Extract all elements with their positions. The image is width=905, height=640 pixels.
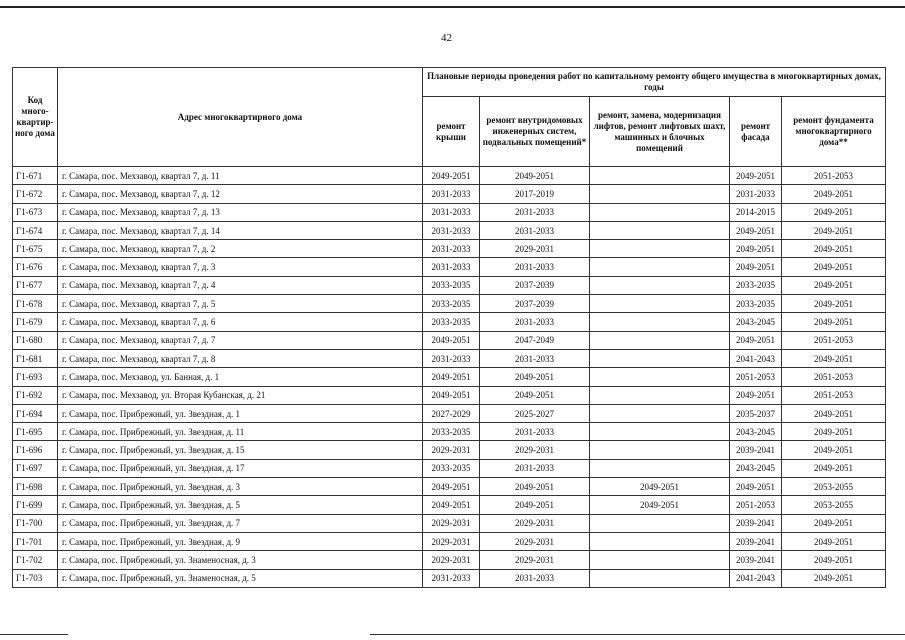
cell-facade: 2049-2051 [730, 167, 782, 185]
cell-facade: 2031-2033 [730, 185, 782, 203]
cell-facade: 2039-2041 [730, 532, 782, 550]
cell-address: г. Самара, пос. Прибрежный, ул. Звездная, д. 1 [58, 404, 423, 422]
table-row [13, 459, 886, 477]
header-address: Адрес многоквартирного дома [58, 68, 423, 167]
cell-code: Г1-697 [13, 459, 58, 477]
cell-roof: 2033-2035 [423, 295, 480, 313]
cell-code: Г1-673 [13, 203, 58, 221]
cell-systems: 2049-2051 [480, 386, 590, 404]
cell-foundation: 2049-2051 [782, 404, 886, 422]
cell-foundation: 2049-2051 [782, 441, 886, 459]
cell-elevators [590, 313, 730, 331]
cell-code: Г1-680 [13, 331, 58, 349]
cell-foundation: 2051-2053 [782, 167, 886, 185]
cell-roof: 2031-2033 [423, 258, 480, 276]
cell-foundation: 2049-2051 [782, 532, 886, 550]
cell-address: г. Самара, пос. Прибрежный, ул. Звездная, д. 5 [58, 496, 423, 514]
cell-elevators [590, 569, 730, 587]
cell-roof: 2049-2051 [423, 496, 480, 514]
cell-foundation: 2049-2051 [782, 221, 886, 239]
cell-roof: 2027-2029 [423, 404, 480, 422]
cell-systems: 2031-2033 [480, 258, 590, 276]
cell-address: г. Самара, пос. Мехзавод, ул. Вторая Кубанская, д. 21 [58, 386, 423, 404]
cell-elevators [590, 349, 730, 367]
cell-elevators [590, 368, 730, 386]
table-row [13, 349, 886, 367]
repair-schedule-table [12, 67, 886, 588]
cell-facade: 2043-2045 [730, 459, 782, 477]
cell-elevators [590, 386, 730, 404]
cell-systems: 2029-2031 [480, 551, 590, 569]
header-code: Код много-квартир-ного дома [13, 68, 58, 167]
cell-facade: 2035-2037 [730, 404, 782, 422]
cell-roof: 2029-2031 [423, 441, 480, 459]
cell-code: Г1-692 [13, 386, 58, 404]
cell-foundation: 2051-2053 [782, 386, 886, 404]
table-row [13, 386, 886, 404]
cell-code: Г1-699 [13, 496, 58, 514]
cell-roof: 2031-2033 [423, 185, 480, 203]
footer-rule-left [0, 634, 68, 635]
cell-systems: 2017-2019 [480, 185, 590, 203]
header-facade: ремонт фасада [730, 97, 782, 167]
cell-facade: 2039-2041 [730, 551, 782, 569]
table-row [13, 185, 886, 203]
cell-elevators [590, 167, 730, 185]
cell-foundation: 2049-2051 [782, 349, 886, 367]
table-row [13, 569, 886, 587]
cell-systems: 2031-2033 [480, 423, 590, 441]
cell-code: Г1-676 [13, 258, 58, 276]
cell-address: г. Самара, пос. Мехзавод, квартал 7, д. 2 [58, 240, 423, 258]
cell-systems: 2037-2039 [480, 295, 590, 313]
cell-systems: 2029-2031 [480, 532, 590, 550]
header-roof: ремонт крыши [423, 97, 480, 167]
cell-roof: 2031-2033 [423, 240, 480, 258]
cell-code: Г1-702 [13, 551, 58, 569]
cell-address: г. Самара, пос. Прибрежный, ул. Знаменосная, д. 5 [58, 569, 423, 587]
cell-foundation: 2049-2051 [782, 423, 886, 441]
cell-facade: 2049-2051 [730, 240, 782, 258]
cell-code: Г1-701 [13, 532, 58, 550]
cell-code: Г1-672 [13, 185, 58, 203]
cell-systems: 2029-2031 [480, 514, 590, 532]
footer-rule-right [370, 634, 905, 635]
table-row [13, 276, 886, 294]
cell-foundation: 2049-2051 [782, 258, 886, 276]
top-rule [0, 6, 905, 8]
table-row [13, 295, 886, 313]
cell-systems: 2031-2033 [480, 221, 590, 239]
cell-facade: 2049-2051 [730, 386, 782, 404]
cell-roof: 2029-2031 [423, 514, 480, 532]
header-foundation: ремонт фундамента многоквартирного дома** [782, 97, 886, 167]
cell-elevators: 2049-2051 [590, 496, 730, 514]
cell-roof: 2049-2051 [423, 167, 480, 185]
table-row [13, 258, 886, 276]
cell-code: Г1-677 [13, 276, 58, 294]
cell-address: г. Самара, пос. Мехзавод, квартал 7, д. 5 [58, 295, 423, 313]
cell-address: г. Самара, пос. Прибрежный, ул. Звездная, д. 17 [58, 459, 423, 477]
cell-facade: 2049-2051 [730, 478, 782, 496]
cell-address: г. Самара, пос. Мехзавод, квартал 7, д. 8 [58, 349, 423, 367]
cell-roof: 2049-2051 [423, 386, 480, 404]
cell-roof: 2049-2051 [423, 368, 480, 386]
cell-facade: 2014-2015 [730, 203, 782, 221]
cell-roof: 2031-2033 [423, 221, 480, 239]
cell-foundation: 2049-2051 [782, 551, 886, 569]
cell-address: г. Самара, пос. Прибрежный, ул. Звездная, д. 7 [58, 514, 423, 532]
cell-systems: 2031-2033 [480, 313, 590, 331]
table-row [13, 313, 886, 331]
table-row [13, 331, 886, 349]
cell-code: Г1-694 [13, 404, 58, 422]
table-row [13, 167, 886, 185]
cell-elevators [590, 459, 730, 477]
cell-roof: 2033-2035 [423, 313, 480, 331]
cell-foundation: 2049-2051 [782, 313, 886, 331]
cell-roof: 2031-2033 [423, 349, 480, 367]
cell-facade: 2049-2051 [730, 258, 782, 276]
cell-foundation: 2049-2051 [782, 569, 886, 587]
cell-facade: 2043-2045 [730, 423, 782, 441]
cell-facade: 2033-2035 [730, 295, 782, 313]
table-row [13, 496, 886, 514]
cell-address: г. Самара, пос. Мехзавод, квартал 7, д. 3 [58, 258, 423, 276]
cell-foundation: 2049-2051 [782, 514, 886, 532]
header-systems: ремонт внутридомовых инженерных систем, подвальных помещений* [480, 97, 590, 167]
cell-facade: 2033-2035 [730, 276, 782, 294]
cell-elevators [590, 276, 730, 294]
cell-facade: 2041-2043 [730, 349, 782, 367]
cell-systems: 2047-2049 [480, 331, 590, 349]
cell-systems: 2031-2033 [480, 569, 590, 587]
table-row [13, 514, 886, 532]
cell-elevators [590, 404, 730, 422]
cell-address: г. Самара, пос. Прибрежный, ул. Знаменосная, д. 3 [58, 551, 423, 569]
cell-systems: 2031-2033 [480, 203, 590, 221]
cell-foundation: 2049-2051 [782, 459, 886, 477]
cell-elevators [590, 514, 730, 532]
cell-roof: 2033-2035 [423, 459, 480, 477]
cell-systems: 2029-2031 [480, 240, 590, 258]
cell-elevators [590, 532, 730, 550]
cell-systems: 2031-2033 [480, 459, 590, 477]
cell-systems: 2049-2051 [480, 368, 590, 386]
table-row [13, 221, 886, 239]
table-row [13, 368, 886, 386]
cell-systems: 2049-2051 [480, 496, 590, 514]
cell-address: г. Самара, пос. Прибрежный, ул. Звездная, д. 9 [58, 532, 423, 550]
header-work-periods: Плановые периоды проведения работ по капитальному ремонту общего имущества в многоквартирных домах, годы [423, 68, 886, 97]
cell-foundation: 2051-2053 [782, 331, 886, 349]
cell-foundation: 2049-2051 [782, 185, 886, 203]
cell-address: г. Самара, пос. Прибрежный, ул. Звездная, д. 3 [58, 478, 423, 496]
cell-roof: 2031-2033 [423, 569, 480, 587]
table-row [13, 532, 886, 550]
cell-address: г. Самара, пос. Мехзавод, квартал 7, д. 6 [58, 313, 423, 331]
cell-address: г. Самара, пос. Мехзавод, квартал 7, д. 13 [58, 203, 423, 221]
cell-facade: 2041-2043 [730, 569, 782, 587]
cell-elevators [590, 441, 730, 459]
cell-facade: 2039-2041 [730, 441, 782, 459]
cell-elevators [590, 221, 730, 239]
cell-elevators [590, 331, 730, 349]
cell-roof: 2049-2051 [423, 478, 480, 496]
table-row [13, 551, 886, 569]
cell-code: Г1-693 [13, 368, 58, 386]
table-row [13, 404, 886, 422]
cell-elevators [590, 240, 730, 258]
cell-address: г. Самара, пос. Мехзавод, ул. Банная, д. 1 [58, 368, 423, 386]
table-body [13, 167, 886, 588]
cell-address: г. Самара, пос. Прибрежный, ул. Звездная, д. 11 [58, 423, 423, 441]
page-number: 42 [441, 32, 452, 44]
cell-address: г. Самара, пос. Мехзавод, квартал 7, д. 12 [58, 185, 423, 203]
cell-foundation: 2049-2051 [782, 240, 886, 258]
cell-elevators [590, 185, 730, 203]
cell-facade: 2051-2053 [730, 496, 782, 514]
cell-code: Г1-695 [13, 423, 58, 441]
cell-roof: 2049-2051 [423, 331, 480, 349]
cell-foundation: 2053-2055 [782, 478, 886, 496]
cell-systems: 2049-2051 [480, 167, 590, 185]
cell-foundation: 2049-2051 [782, 295, 886, 313]
cell-systems: 2031-2033 [480, 349, 590, 367]
cell-elevators [590, 551, 730, 569]
table-row [13, 203, 886, 221]
cell-facade: 2051-2053 [730, 368, 782, 386]
cell-address: г. Самара, пос. Мехзавод, квартал 7, д. 11 [58, 167, 423, 185]
cell-systems: 2049-2051 [480, 478, 590, 496]
cell-facade: 2039-2041 [730, 514, 782, 532]
cell-code: Г1-671 [13, 167, 58, 185]
cell-foundation: 2049-2051 [782, 203, 886, 221]
cell-elevators [590, 295, 730, 313]
cell-code: Г1-674 [13, 221, 58, 239]
cell-code: Г1-675 [13, 240, 58, 258]
cell-elevators [590, 203, 730, 221]
cell-systems: 2029-2031 [480, 441, 590, 459]
cell-address: г. Самара, пос. Мехзавод, квартал 7, д. 7 [58, 331, 423, 349]
cell-code: Г1-696 [13, 441, 58, 459]
header-elevators: ремонт, замена, модернизация лифтов, ремонт лифтовых шахт, машинных и блочных помещений [590, 97, 730, 167]
cell-facade: 2049-2051 [730, 331, 782, 349]
cell-address: г. Самара, пос. Мехзавод, квартал 7, д. 4 [58, 276, 423, 294]
cell-elevators [590, 423, 730, 441]
cell-code: Г1-703 [13, 569, 58, 587]
cell-systems: 2025-2027 [480, 404, 590, 422]
cell-address: г. Самара, пос. Мехзавод, квартал 7, д. 14 [58, 221, 423, 239]
cell-elevators: 2049-2051 [590, 478, 730, 496]
cell-roof: 2033-2035 [423, 276, 480, 294]
cell-facade: 2043-2045 [730, 313, 782, 331]
table-row [13, 423, 886, 441]
cell-facade: 2049-2051 [730, 221, 782, 239]
cell-roof: 2033-2035 [423, 423, 480, 441]
cell-systems: 2037-2039 [480, 276, 590, 294]
cell-elevators [590, 258, 730, 276]
cell-foundation: 2049-2051 [782, 276, 886, 294]
cell-address: г. Самара, пос. Прибрежный, ул. Звездная, д. 15 [58, 441, 423, 459]
cell-code: Г1-700 [13, 514, 58, 532]
table-row [13, 478, 886, 496]
cell-foundation: 2053-2055 [782, 496, 886, 514]
cell-code: Г1-678 [13, 295, 58, 313]
cell-code: Г1-698 [13, 478, 58, 496]
cell-code: Г1-681 [13, 349, 58, 367]
table-row [13, 240, 886, 258]
cell-roof: 2029-2031 [423, 532, 480, 550]
table-row [13, 441, 886, 459]
cell-roof: 2029-2031 [423, 551, 480, 569]
cell-foundation: 2051-2053 [782, 368, 886, 386]
cell-code: Г1-679 [13, 313, 58, 331]
cell-roof: 2031-2033 [423, 203, 480, 221]
